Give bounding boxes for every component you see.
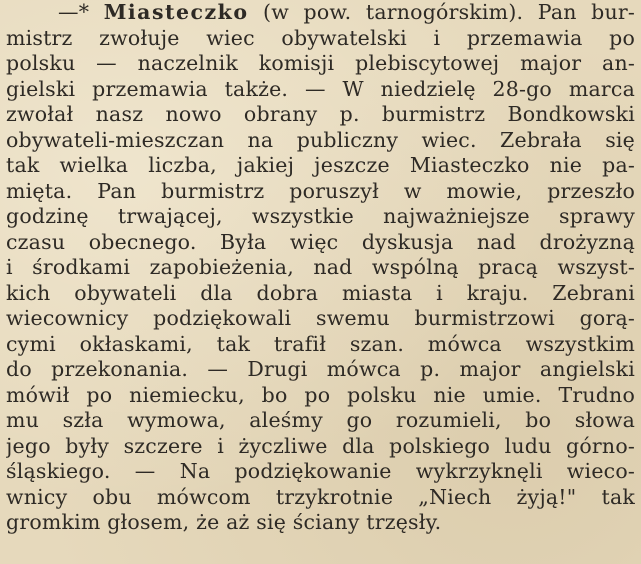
article-line: kich obywateli dla dobra miasta i kraju. Zebrani [6,280,635,305]
article-line: godzinę trwającej, wszystkie najważniejsze sprawy [6,204,635,228]
article-line: mówił po niemiecku, bo po polsku nie umie. Trudno [6,382,635,407]
article-line: mistrz zwołuje wiec obywatelski i przemawia po [6,25,635,50]
article-line: wnicy obu mówcom trzykrotnie „Niech żyją!" tak [6,484,635,509]
article-line: jego były szczere i życzliwe dla polskiego ludu górno- [6,433,635,458]
article-line: zwołał nasz nowo obrany p. burmistrz Bondkowski [6,102,635,126]
article-line-text: (w pow. tarnogórskim). Pan bur- [263,0,635,24]
article-line: i środkami zapobieżenia, nad wspólną pracą wszyst- [6,255,635,279]
article-line [6,0,635,26]
article-line: śląskiego. — Na podziękowanie wykrzyknęli wieco- [6,459,635,483]
article-line: cymi okłaskami, tak trafił szan. mówca wszystkim [6,331,635,356]
article-dash: —* [58,0,90,24]
article-line: mięta. Pan burmistrz poruszył w mowie, przeszło [6,178,635,203]
article-line: gromkim głosem, że aż się ściany trzęsły. [6,510,442,534]
article-line: obywateli-mieszczan na publiczny wiec. Zebrała się [6,127,635,152]
article-line: wiecownicy podziękowali swemu burmistrzowi gorą- [6,306,635,330]
article-line: do przekonania. — Drugi mówca p. major angielski [6,357,635,381]
article-column [6,0,635,536]
article-line: gielski przemawia także. — W niedzielę 28-go marca [6,76,635,101]
article-line: mu szła wymowa, aleśmy go rozumieli, bo słowa [6,408,635,432]
article-headword: Miasteczko [103,0,249,24]
article-line: polsku — naczelnik komisji plebiscytowej major an- [6,51,635,75]
article-line: czasu obecnego. Była więc dyskusja nad drożyzną [6,229,635,254]
article-line: tak wielka liczba, jakiej jeszcze Miasteczko nie pa- [6,153,635,177]
